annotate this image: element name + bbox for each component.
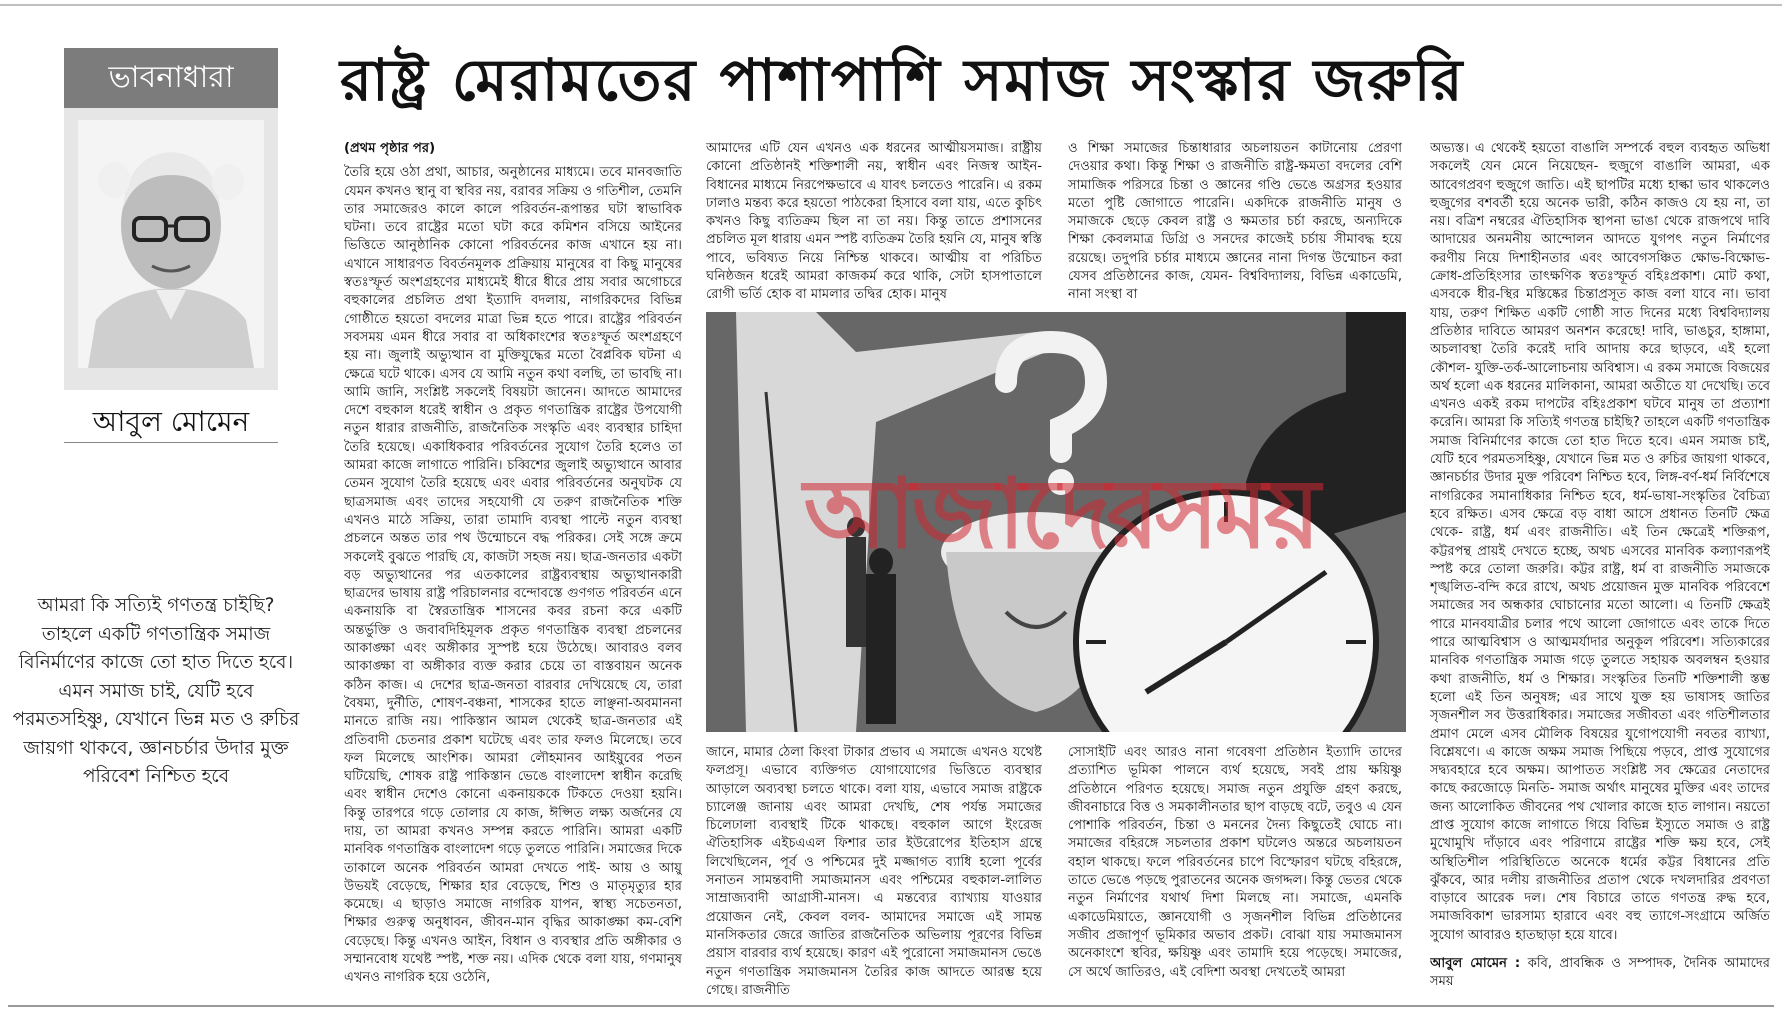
article-column-1: [344, 140, 682, 998]
article-column-3-top: [1068, 140, 1402, 306]
bottom-rule: [8, 1005, 1774, 1007]
column-3-top-text: ও শিক্ষা সমাজের চিন্তাধারার অচলায়তন কাটানোয় প্রেরণা দেওয়ার কথা। কিন্তু শিক্ষা ও রাজনীতি রাষ্ট্র-ক্ষমতা বদলের বেশি সামাজিক পরিসরে চিন্তা ও জ্ঞানের গণ্ডি ভেঙে অগ্রসর হওয়ার মতো পুষ্টি জোগাতে পারেনি। একদিকে রাজনীতি মানুষ ও সমাজকে ছেড়ে কেবল রাষ্ট্র ও ক্ষমতার চর্চা করছে, অন্যদিকে শিক্ষা কেবলমাত্র ডিগ্রি ও সনদের কাজেই চর্চায় সীমাবদ্ধ হয়ে রয়েছে। তদুপরি চর্চার মাধ্যমে জ্ঞানের নানা দিগন্ত উন্মোচন করা যেসব প্রতিষ্ঠানের কাজ, যেমন- বিশ্ববিদ্যালয়, বিভিন্ন একাডেমি, নানা সংস্থা বা: [1068, 141, 1402, 303]
credit-name: আবুল মোমেন :: [1430, 956, 1521, 972]
watermark-part-1: আজাদের: [803, 458, 1156, 570]
article-column-2-bottom: [706, 744, 1042, 998]
author-credit: [1430, 955, 1770, 992]
author-name: আবুল মোমেন: [92, 405, 250, 438]
author-portrait-photo: [78, 120, 264, 368]
section-tag: ভাবনাধারা: [64, 48, 278, 108]
headline: রাষ্ট্র মেরামতের পাশাপাশি সমাজ সংস্কার জরুরি: [340, 46, 1465, 114]
article-column-4: [1430, 140, 1770, 998]
column-1-text: তৈরি হয়ে ওঠা প্রথা, আচার, অনুষ্ঠানের মাধ্যমে। তবে মানবজাতি যেমন কখনও স্থানু বা স্থবির নয়, বরাবর সক্রিয় ও গতিশীল, তেমনি তার সমাজেরও কালে কালে পরিবর্তন-রূপান্তর ঘটা স্বাভাবিক ঘটনা। তবে রাষ্ট্রের মতো ঘটা করে কমিশন বসিয়ে আইনের ভিত্তিতে আনুষ্ঠানিক কোনো পরিবর্তনের কাজ এখানে হয় না। এখানে সাধারণত বিবর্তনমূলক প্রক্রিয়ায় মানুষের বা কিছু মানুষের স্বতঃস্ফূর্ত অংশগ্রহণের মাধ্যমেই ধীরে ধীরে প্রায় সবার অগোচরে বহুকালের প্রচলিত প্রথা ইত্যাদি বদলায়, নাগরিকদের বিভিন্ন গোষ্ঠীতে হয়তো বদলের মাত্রা ভিন্ন হতে পারে। রাষ্ট্রের পরিবর্তন সবসময় এমন ধীরে সবার বা অধিকাংশের স্বতঃস্ফূর্ত অংশগ্রহণে হয় না। জুলাই অভ্যুত্থান বা মুক্তিযুদ্ধের মতো বৈপ্লবিক ঘটনা এ ক্ষেত্রে ঘটে থাকে। এসব যে আমি নতুন কথা বলছি, তা ভাবছি না। আমি জানি, সংশ্লিষ্ট সকলেই বিষয়টা জানেন। আদতে আমাদের দেশে বহুকাল ধরেই স্বাধীন ও প্রকৃত গণতান্ত্রিক রাষ্ট্রের উপযোগী নতুন ধারার রাজনীতি, রাজনৈতিক সংস্কৃতি এবং ব্যবস্থার চাহিদা তৈরি হয়েছে। একাধিকবার পরিবর্তনের সুযোগ তৈরি হলেও তা আমরা কাজে লাগাতে পারিনি। চব্বিশের জুলাই অভ্যুত্থানে আবার তেমন সুযোগ তৈরি হয়েছে এবং এবার পরিবর্তনের অনুঘটক যে ছাত্রসমাজ এবং তাদের সহযোগী যে তরুণ রাজনৈতিক শক্তি এখনও মাঠে সক্রিয়, তারা তামাদি ব্যবস্থা পাল্টে নতুন ব্যবস্থা প্রচলনে অন্তত তার পথ উন্মোচনে বদ্ধ পরিকর। সেই সঙ্গে ক্রমে সকলেই বুঝতে পারছি যে, কাজটা সহজ নয়। ছাত্র-জনতার একটা বড় অভ্যুত্থানের পর এতকালের রাষ্ট্রব্যবস্থায় অভ্যুত্থানকারী ছাত্রদের ভাষায় রাষ্ট্র পরিচালনার বন্দোবস্তে গুণগত পরিবর্তন এনে একনায়কি বা স্বৈরতান্ত্রিক শাসনের কবর রচনা করে একটি অন্তর্ভুক্তি ও জবাবদিহিমূলক প্রকৃত গণতান্ত্রিক ব্যবস্থা প্রচলনের আকাঙ্ক্ষা এবং অঙ্গীকার সুস্পষ্ট হয়ে উঠেছে। আবারও বলব আকাঙ্ক্ষা বা অঙ্গীকার ব্যক্ত করার চেয়ে তা বাস্তবায়ন অনেক কঠিন কাজ। এ দেশের ছাত্র-জনতা বারবার দেখিয়েছে যে, তারা বৈষম্য, দুর্নীতি, শোষণ-বঞ্চনা, শাসকের হাতে লাঞ্ছনা-অবমাননা মানতে রাজি নয়। পাকিস্তান আমল থেকেই ছাত্র-জনতার এই প্রতিবাদী চেতনার প্রকাশ ঘটেছে এবং তার ফলও মিলেছে। তবে ফল মিলেছে আংশিক। আমরা লৌহমানব আইয়ুবের পতন ঘটিয়েছি, শোষক রাষ্ট্র পাকিস্তান ভেঙে বাংলাদেশ স্বাধীন করেছি এবং স্বাধীন দেশেও কোনো একনায়ককে টিকতে দেওয়া হয়নি। কিন্তু তারপরে গড়ে তোলার যে কাজ, ঈপ্সিত লক্ষ্য অর্জনের যে দায়, তা আমরা কখনও সম্পন্ন করতে পারিনি। আমরা একটি মানবিক গণতান্ত্রিক বাংলাদেশ গড়ে তুলতে পারিনি। সমাজের দিকে তাকালে অনেক পরিবর্তন আমরা দেখতে পাই- আয় ও আয়ু উভয়ই বেড়েছে, শিক্ষার হার বেড়েছে, শিশু ও মাতৃমৃত্যুর হার কমেছে। এ ছাড়াও সমাজে নাগরিক যাপন, স্বাস্থ্য সচেতনতা, শিক্ষার গুরুত্ব অনুধাবন, জীবন-মান বৃদ্ধির আকাঙ্ক্ষা কম-বেশি বেড়েছে। কিন্তু এখনও আইন, বিধান ও ব্যবস্থার প্রতি অঙ্গীকার ও সম্মানবোধ যথেষ্ট স্পষ্ট, শক্ত নয়। এদিক থেকে বলা যায়, গণমানুষ এখনও নাগরিক হয়ে ওঠেনি,: [344, 165, 682, 986]
column-2-bottom-text: জানে, মামার ঠেলা কিংবা টাকার প্রভাব এ সমাজে এখনও যথেষ্ট ফলপ্রসূ। এভাবে ব্যক্তিগত যোগাযোগের ভিত্তিতে ব্যবস্থার আড়ালে অব্যবস্থা চলতে থাকে। বলা যায়, এভাবে সমাজ রাষ্ট্রকে চ্যালেঞ্জ জানায় এবং আমরা দেখছি, শেষ পর্যন্ত সমাজের চিলেঢালা ব্যবস্থাই টিকে থাকছে। বহুকাল আগে ইংরেজ ঐতিহাসিক এইচএএল ফিশার তার ইউরোপের ইতিহাস গ্রন্থে লিখেছিলেন, পূর্ব ও পশ্চিমের দুই মজ্জাগত ব্যাধি হলো পূর্বের সনাতন সামন্তবাদী সমাজমানস এবং পশ্চিমের বহুকাল-লালিত সাম্রাজ্যবাদী আগ্রাসী-মানস। এ মন্তব্যের ব্যাখ্যায় যাওয়ার প্রয়োজন নেই, কেবল বলব- আমাদের সমাজে এই সামন্ত মানসিকতার জেরে জাতির রাজনৈতিক অভিলায় পূরণের বিভিন্ন প্রয়াস বারবার ব্যর্থ হয়েছে। কারণ এই পুরোনো সমাজমানস ভেঙে নতুন গণতান্ত্রিক সমাজমানস তৈরির কাজ আদতে আরম্ভ হয়ে গেছে। রাজনীতি: [706, 745, 1042, 998]
author-divider: [64, 442, 278, 443]
article-column-2-top: [706, 140, 1042, 306]
column-4-text: অভ্যস্ত। এ থেকেই হয়তো বাঙালি সম্পর্কে বহুল ব্যবহৃত অভিধা সকলেই যেন মেনে নিয়েছেন- হুজুগে বাঙালি আমরা, এক আবেগপ্রবণ হুজুগে জাতি। এই ছাপটির মধ্যে হাল্কা ভাব থাকলেও হুজুগের বশবর্তী হয়ে অনেক ভারী, কঠিন কাজও যে হয় না, তা নয়। বত্রিশ নম্বরের ঐতিহাসিক স্থাপনা ভাঙা থেকে রাজপথে দাবি আদায়ের অনমনীয় আন্দোলন আদতে যুগপৎ নতুন নির্মাণের করণীয় নিয়ে দিশাহীনতার এবং আবেগসঞ্চিত ক্ষোভ-বিক্ষোভ-ক্রোধ-প্রতিহিংসার তাৎক্ষণিক স্বতঃস্ফূর্ত বহিঃপ্রকাশ। মোট কথা, এসবকে ধীর-স্থির মস্তিষ্কের চিন্তাপ্রসূত কাজ বলা যাবে না। ভাবা যায়, তরুণ শিক্ষিত একটি গোষ্ঠী সাত দিনের মধ্যে বিশ্ববিদ্যালয় প্রতিষ্ঠার দাবিতে আমরণ অনশন করেছে! দাবি, ভাঙচুর, হাঙ্গামা, অচলাবস্থা তৈরি করেই দাবি আদায় করে ছাড়বে, এই হলো কৌশল- যুক্তি-তর্ক-আলোচনায় অবিশ্বাস। এ রকম সমাজে বিজয়ের অর্থ হলো এক ধরনের মালিকানা, আমরা অতীতে যা দেখেছি। তবে এখনও একই রকম দাপটের বহিঃপ্রকাশ ঘটবে মানুষ তা প্রত্যাশা করেনি। আমরা কি সত্যিই গণতন্ত্র চাইছি? তাহলে একটি গণতান্ত্রিক সমাজ বিনির্মাণের কাজে তো হাত দিতে হবে। এমন সমাজ চাই, যেটি হবে পরমতসহিষ্ণু, যেখানে ভিন্ন মত ও রুচির জায়গা থাকবে, জ্ঞানচর্চার উদার মুক্ত পরিবেশ নিশ্চিত হবে, লিঙ্গ-বর্ণ-ধর্ম নির্বিশেষে নাগরিকের সমানাধিকার নিশ্চিত হবে, ধর্ম-ভাষা-সংস্কৃতির বৈচিত্র্য হবে রক্ষিত। এসব ক্ষেত্রে বড় বাধা আসে প্রধানত তিনটি ক্ষেত্র থেকে- রাষ্ট্র, ধর্ম এবং রাজনীতি। এই তিন ক্ষেত্রেই শক্তিরূপ, কট্টরপন্থ প্রায়ই দেখতে হচ্ছে, অথচ এসবের মানবিক কল্যাণরূপই স্পষ্ট করে তোলা জরুরি। কট্টর রাষ্ট্র, ধর্ম বা রাজনীতি সমাজকে শৃঙ্খলিত-বন্দি করে রাখে, অথচ প্রয়োজন মুক্ত মানবিক পরিবেশে সমাজের সব অন্ধকার ঘোচানোর মতো আলো। এ তিনটি ক্ষেত্রই পারে মানবযাত্রীর চলার পথে আলো জোগাতে এবং তাকে দিতে পারে আত্মবিশ্বাস ও আত্মমর্যাদার অনুকূল পরিবেশ। সত্যিকারের মানবিক গণতান্ত্রিক সমাজ গড়ে তুলতে সহায়ক অবলম্বন হওয়ার কথা রাজনীতি, ধর্ম ও শিক্ষার। সংস্কৃতির তিনটি শক্তিশালী স্তম্ভ হলো এই তিন অনুষঙ্গ; এর সাথে যুক্ত হয় ভাষাসহ জাতির সৃজনশীল সব উত্তরাধিকার। সমাজের সজীবতা এবং গতিশীলতার প্রমাণ মেলে এসব মৌলিক বিষয়ের যুগোপযোগী নবতর ব্যাখ্যা, বিশ্লেষণে। এ কাজে অক্ষম সমাজ পিছিয়ে পড়বে, প্রাপ্ত সুযোগের সদ্ব্যবহারে হবে অক্ষম। আপাতত সংশ্লিষ্ট সব ক্ষেত্রের নেতাদের কাছে করজোড়ে মিনতি- সমাজ অর্থাৎ মানুষের মুক্তির এবং তাদের জন্য আলোকিত জীবনের পথ খোলার কাজে হাত লাগান। নয়তো প্রাপ্ত সুযোগ কাজে লাগাতে গিয়ে বিভিন্ন ইস্যুতে সমাজ ও রাষ্ট্র মুখোমুখি দাঁড়াবে এবং পরিণামে রাষ্ট্রের শক্তি ক্ষয় হবে, সেই অস্থিতিশীল পরিস্থিতিতে অনেকে ধর্মের কট্টর বিধানের প্রতি ঝুঁকবে, আর দলীয় রাজনীতির প্রতাপ থেকে দখলদারির প্রবণতা বাড়াবে আরেক দল। শেষ বিচারে তাতে গণতন্ত্র রুদ্ধ হবে, সমাজবিকাশ ভারসাম্য হারাবে এবং বহু ত্যাগে-সংগ্রামে অর্জিত সুযোগ আবারও হাতছাড়া হয়ে যাবে।: [1430, 141, 1770, 943]
credit-text: কবি, প্রাবন্ধিক ও সম্পাদক, দৈনিক আমাদের সময়: [1430, 956, 1770, 990]
watermark-part-2: সময়: [1155, 458, 1317, 570]
pull-quote: আমরা কি সত্যিই গণতন্ত্র চাইছি? তাহলে একটি গণতান্ত্রিক সমাজ বিনির্মাণের কাজে তো হাত দিতে হবে। এমন সমাজ চাই, যেটি হবে পরমতসহিষ্ণু, যেখানে ভিন্ন মত ও রুচির জায়গা থাকবে, জ্ঞানচর্চার উদার মুক্ত পরিবেশ নিশ্চিত হবে: [12, 595, 300, 787]
publisher-watermark: [760, 440, 1360, 601]
article-column-3-bottom: [1068, 744, 1402, 998]
continued-from-label: (প্রথম পৃষ্ঠার পর): [344, 141, 436, 156]
column-2-top-text: আমাদের এটি যেন এখনও এক ধরনের আত্মীয়সমাজ। রাষ্ট্রীয় কোনো প্রতিষ্ঠানই শক্তিশালী নয়, স্বাধীন এবং নিজস্ব আইন-বিধানের মাধ্যমে নিরপেক্ষভাবে এ যাবৎ চলতেও পারেনি। এ রকম ঢালাও মন্তব্য করে হয়তো পাঠকেরা হিসাবে বলা যায়, এতে কুচিৎ কখনও কিছু ব্যতিক্রম ছিল না তা নয়। কিন্তু তাতে প্রশাসনের প্রচলিত মূল ধারায় এমন স্পষ্ট ব্যতিক্রম তৈরি হয়নি যে, মানুষ স্বস্তি পাবে, ভবিষ্যত নিয়ে নিশ্চিন্ত থাকবে। আত্মীয় বা পরিচিত ঘনিষ্ঠজন ধরেই আমরা কাজকর্ম করে থাকি, সেটা হাসপাতালে রোগী ভর্তি হোক বা মামলার তদ্বির হোক। মানুষ: [706, 141, 1042, 303]
top-rule: [0, 4, 1782, 6]
column-3-bottom-text: সোসাইটি এবং আরও নানা গবেষণা প্রতিষ্ঠান ইত্যাদি তাদের প্রত্যাশিত ভূমিকা পালনে ব্যর্থ হয়েছে, সবই প্রায় ক্ষয়িষ্ণু প্রতিষ্ঠানে পরিণত হয়েছে। সমাজ নতুন প্রযুক্তি গ্রহণ করছে, জীবনাচারে বিত্ত ও সমকালীনতার ছাপ বাড়ছে বটে, তবুও এ যেন পোশাকি পরিবর্তন, চিন্তা ও মননের দৈন্য কিছুতেই ঘোচে না। সমাজের বহিরঙ্গে সচলতার প্রকাশ ঘটলেও অন্তরে অচলায়তন বহাল থাকছে। ফলে পরিবর্তনের চাপে বিস্ফোরণ ঘটছে বহিরঙ্গে, তাতে ভেঙে পড়ছে পুরাতনের অনেক জগদ্দল। কিন্তু ভেতর থেকে নতুন নির্মাণের যথার্থ দিশা মিলছে না। সমাজে, এমনকি একাডেমিয়াতে, জ্ঞানযোগী ও সৃজনশীল বিভিন্ন প্রতিষ্ঠানের সজীব প্রজাপূর্ণ ভূমিকার অভাব প্রকট। বোঝা যায় সমাজমানস অনেকাংশে স্থবির, ক্ষয়িষ্ণু এবং তামাদি হয়ে পড়েছে। সমাজের, সে অর্থে জাতিরও, এই বেদিশা অবস্থা দেখতেই আমরা: [1068, 745, 1402, 980]
